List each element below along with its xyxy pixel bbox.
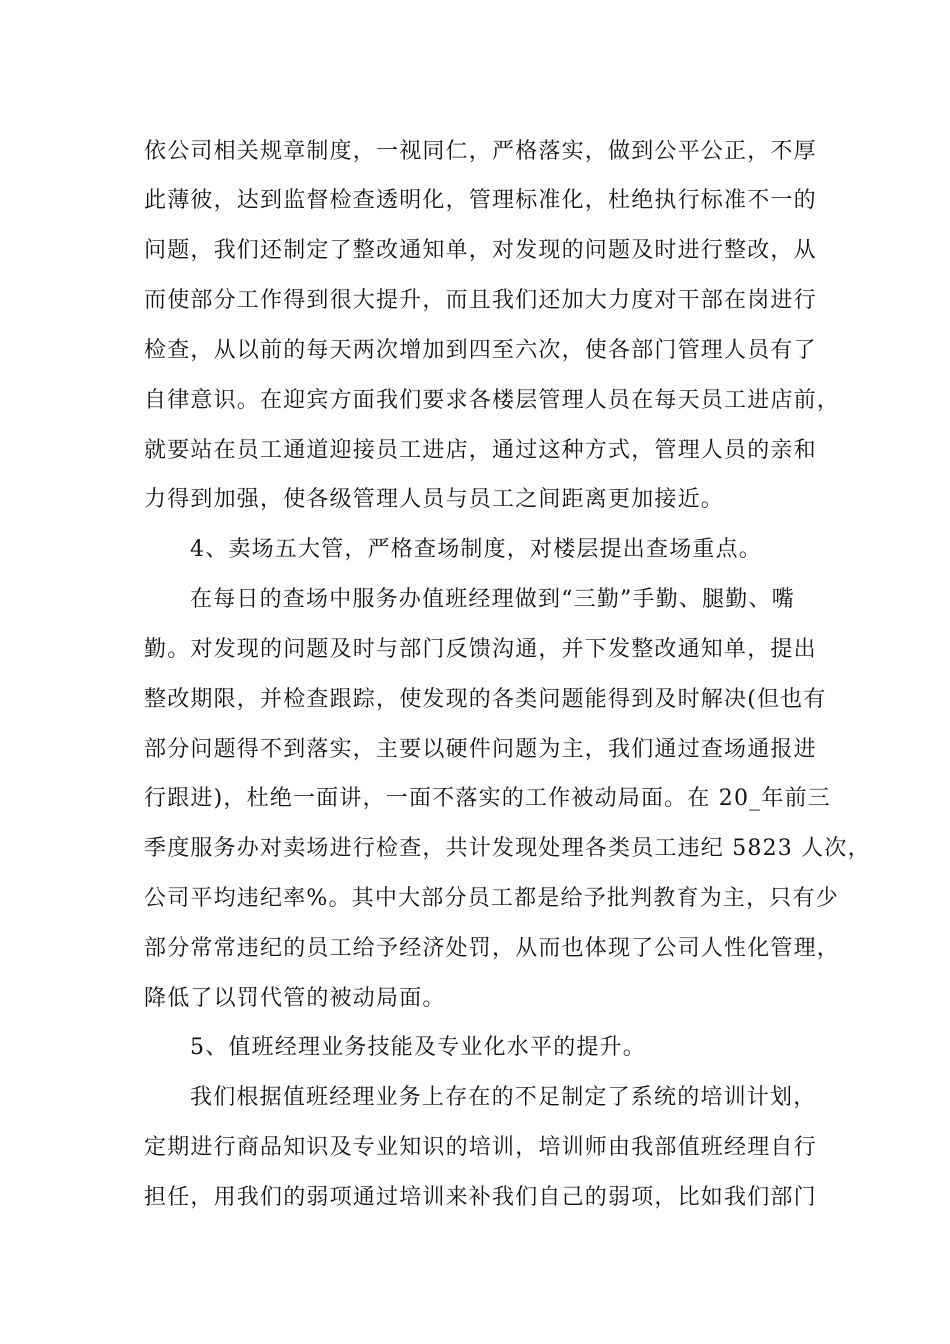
section-heading: 5、值班经理业务技能及专业化水平的提升。 xyxy=(190,1035,646,1060)
body-line: 在每日的查场中服务办值班经理做到“三勤”手勤、腿勤、嘴 xyxy=(190,587,795,612)
body-line: 公司平均违纪率%。其中大部分员工都是给予批判教育为主，只有少 xyxy=(144,886,839,911)
body-line: 而使部分工作得到很大提升，而且我们还加大力度对干部在岗进行 xyxy=(144,288,817,313)
body-line: 降低了以罚代管的被动局面。 xyxy=(144,986,446,1011)
body-line: 检查，从以前的每天两次增加到四至六次，使各部门管理人员有了 xyxy=(144,338,817,363)
body-line: 整改期限，并检查跟踪，使发现的各类问题能得到及时解决(但也有 xyxy=(144,687,827,712)
body-line: 定期进行商品知识及专业知识的培训，培训师由我部值班经理自行 xyxy=(144,1135,817,1160)
body-line: 依公司相关规章制度，一视同仁，严格落实，做到公平公正，不厚 xyxy=(144,139,817,164)
body-line: 问题，我们还制定了整改通知单，对发现的问题及时进行整改，从 xyxy=(144,238,817,263)
body-line: 行跟进)，杜绝一面讲，一面不落实的工作被动局面。在 20_年前三 xyxy=(144,786,831,811)
body-line: 担任，用我们的弱项通过培训来补我们自己的弱项，比如我们部门 xyxy=(144,1185,817,1210)
body-line: 部分问题得不到落实，主要以硬件问题为主，我们通过查场通报进 xyxy=(144,737,817,762)
body-line: 勤。对发现的问题及时与部门反馈沟通，并下发整改通知单，提出 xyxy=(144,637,817,662)
body-line: 自律意识。在迎宾方面我们要求各楼层管理人员在每天员工进店前， xyxy=(144,388,841,413)
body-line: 部分常常违纪的员工给予经济处罚，从而也体现了公司人性化管理， xyxy=(144,936,841,961)
body-line: 季度服务办对卖场进行检查，共计发现处理各类员工违纪 5823 人次， xyxy=(144,836,871,861)
body-line: 我们根据值班经理业务上存在的不足制定了系统的培训计划， xyxy=(190,1085,817,1110)
body-line: 力得到加强，使各级管理人员与员工之间距离更加接近。 xyxy=(144,487,725,512)
section-heading: 4、卖场五大管，严格查场制度，对楼层提出查场重点。 xyxy=(190,537,762,562)
body-line: 就要站在员工通道迎接员工进店，通过这种方式，管理人员的亲和 xyxy=(144,438,817,463)
body-line: 此薄彼，达到监督检查透明化，管理标准化，杜绝执行标准不一的 xyxy=(144,188,817,213)
